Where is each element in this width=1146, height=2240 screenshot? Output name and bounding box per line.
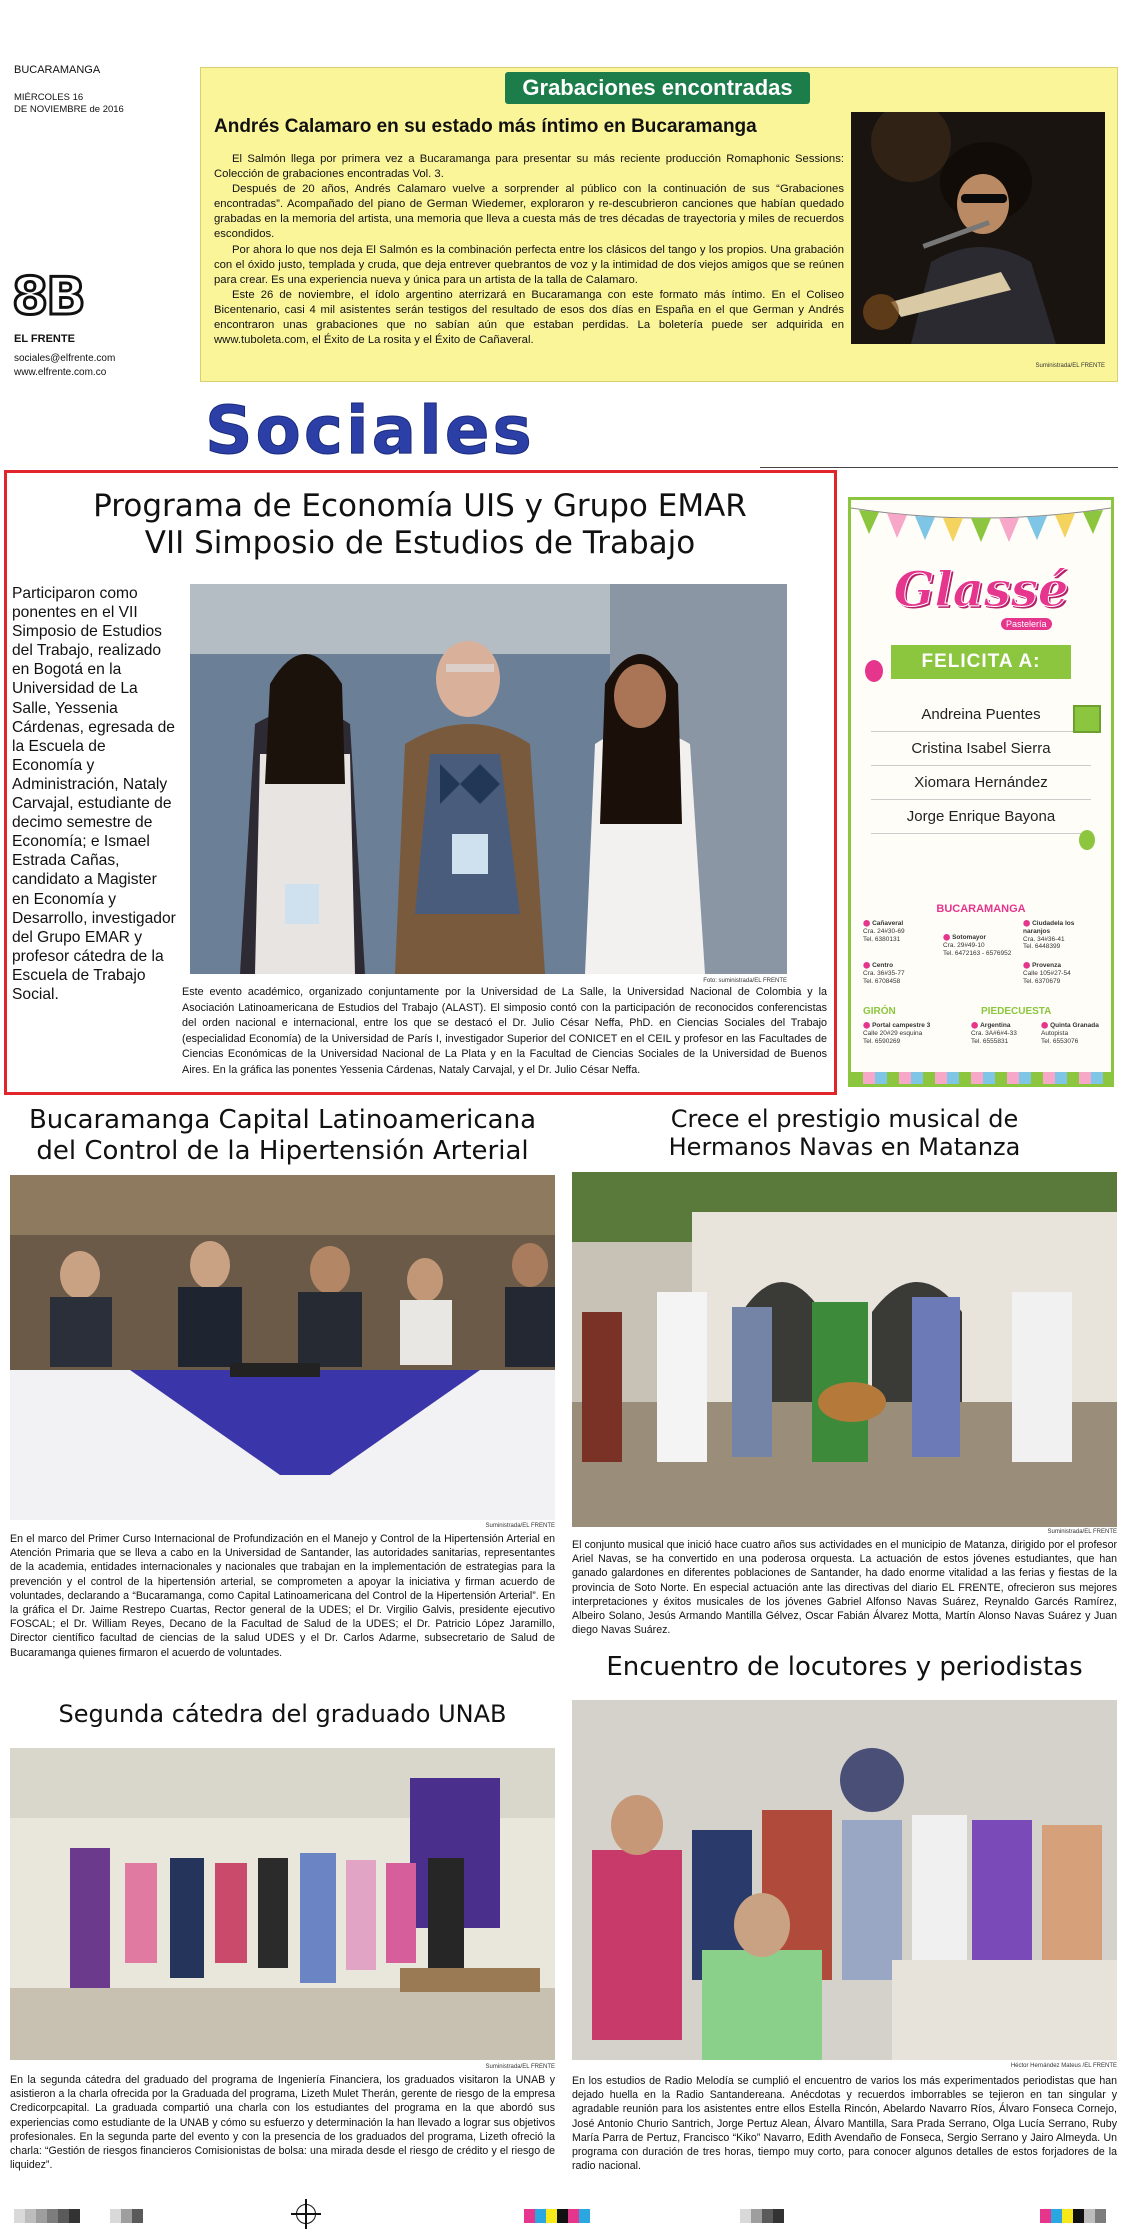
felicita-name: Andreina Puentes — [871, 698, 1091, 732]
hipertension-photo — [10, 1175, 555, 1520]
hipertension-credit: Suministrada/EL FRENTE — [485, 1523, 555, 1529]
color-bar-right — [1040, 2209, 1106, 2223]
color-bar-mid-right — [740, 2209, 784, 2223]
registration-crosshair-line — [305, 2199, 307, 2229]
ad-location: ⬤ Ciudadela los naranjos Cra. 34#36-41 Tel. 6448399 — [1023, 920, 1075, 951]
navas-headline-line2: Hermanos Navas en Matanza — [668, 1133, 1021, 1162]
glasse-logo: Glassé — [893, 562, 1069, 618]
unab-photo — [10, 1748, 555, 2060]
navas-caption: El conjunto musical que inició hace cuatro años sus actividades en el municipio de Matanza, dirigido por el profesor Ariel Navas, se ha convertido en una poderosa orquesta. La actuación de estos jóvenes estudiantes, que han ganado galardones en diferentes poblaciones de Santander, ha dado enorme vitalidad a las ferias y fiestas de la provincia de Soto Norte. En especial actuación ante las directivas del diario EL FRENTE, ofrecieron sus mejores interpretaciones y éxitos musicales de los jóvenes Gabriel Alfonso Navas Suárez, Reynaldo Garcés Ramírez, Albeiro Solano, Jesús Armando Mantilla Gélvez, Oscar Fabián Álvarez Motta, Martín Alonso Navas Suárez y Juan diego Navas Suárez. — [572, 1539, 1117, 1637]
locutores-credit: Héctor Hernández Mateus /EL FRENTE — [1010, 2063, 1117, 2069]
calamaro-photo — [851, 112, 1105, 344]
date-line-2: DE NOVIEMBRE de 2016 — [14, 104, 124, 115]
top-story-paragraph: El Salmón llega por primera vez a Bucaramanga para presentar su más reciente producción Romaphonic Sessions: Colección de grabaciones encontradas Vol. 3. — [214, 153, 844, 181]
ad-location: ⬤ Centro Cra. 36#35-77 Tel. 6708458 — [863, 962, 905, 985]
top-story-paragraph: Después de 20 años, Andrés Calamaro vuelve a sorprender al público con la continuación de sus “Grabaciones encontradas”. Acompañado del piano de German Wiedemer, exploraron y re-descubrieron canciones que habían quedado grabadas en la memoria del artista, una memoria que lleva a cuesta más de tres décadas de trayectoria y miles de recuerdos escondidos. — [214, 183, 844, 241]
ad-piedecuesta-location: ⬤ Argentina Cra. 3A#6#4-33 Tel. 6555831 — [971, 1022, 1017, 1045]
glasse-subtitle: Pastelería — [1001, 618, 1052, 630]
economia-headline — [20, 488, 820, 561]
balloon-icon — [1079, 830, 1095, 850]
economia-headline-line2: VII Simposio de Estudios de Trabajo — [144, 524, 696, 561]
glasse-ad — [848, 497, 1114, 1087]
location-pin-icon: ⬤ — [863, 962, 873, 969]
economia-headline-line1: Programa de Economía UIS y Grupo EMAR — [93, 488, 747, 524]
ad-footer-stripe — [851, 1072, 1111, 1084]
locutores-headline: Encuentro de locutores y periodistas — [606, 1652, 1083, 1682]
color-bar-left — [14, 2209, 80, 2223]
ad-piedecuesta-location: ⬤ Quinta Granada Autopista Tel. 6553076 — [1041, 1022, 1099, 1045]
felicita-names — [871, 698, 1091, 834]
locutores-caption: En los estudios de Radio Melodía se cumplió el encuentro de varios los más experimentados periodistas que han dejado huella en la Radio Santandereana. Anécdotas y recuerdos imborrables se tejieron en tan singular y agradable reunión para los asistentes entre ellos Estella Rincón, Abelardo Navarro Ríos, Álvaro Fonseca Cornejo, José Antonio Churio Santrich, Jorge Pertuz Alean, Álvaro Mantilla, Sara Prada Serrano, Olga Lucía Serrano, Ruby María Parra de Pertuz, Francisco “Kiko” Navarro, Edith Avendaño de Fonseca, Sergio Serrano y Jairo Almeyda. Un programa con duración de tres horas, tiempo muy corto, para conocer algunos detalles de estos forjadores de la radio nacional. — [572, 2075, 1117, 2173]
location-pin-icon: ⬤ — [1023, 962, 1033, 969]
top-story-headline: Andrés Calamaro en su estado más íntimo en Bucaramanga — [214, 116, 757, 137]
ad-giron-heading: GIRÓN — [863, 1006, 896, 1017]
navas-photo — [572, 1172, 1117, 1527]
ad-location: ⬤ Cañaveral Cra. 24#30-69 Tel. 6380131 — [863, 920, 905, 943]
top-story-body — [214, 152, 844, 348]
economia-sidebar-text: Participaron como ponentes en el VII Simposio de Estudios del Trabajo, realizado en Bogotá en la Universidad de La Salle, Yessenia Cárdenas, egresada de la Escuela de Economía y Administración, Nataly Carvajal, estudiante de decimo semestre de Economía; e Ismael Estrada Cañas, candidato a Magister en Economía y Desarrollo, investigador del Grupo EMAR y profesor cátedra de la Escuela de Trabajo Social. — [12, 585, 176, 1003]
navas-headline — [572, 1105, 1117, 1162]
page-number: 8B — [12, 267, 84, 327]
section-title: Sociales — [205, 392, 535, 469]
location-pin-icon: ⬤ — [943, 934, 953, 941]
economia-photo — [190, 584, 787, 974]
top-story-kicker: Grabaciones encontradas — [505, 72, 810, 104]
location-pin-icon: ⬤ — [863, 1022, 873, 1029]
felicita-name: Jorge Enrique Bayona — [871, 800, 1091, 834]
date-line-1: MIÉRCOLES 16 — [14, 92, 84, 103]
ad-giron-location: ⬤ Portal campestre 3 Calle 20#29 esquina Tel. 6590269 — [863, 1022, 931, 1045]
balloon-icon — [865, 660, 883, 682]
ad-piedecuesta-heading: PIEDECUESTA — [981, 1006, 1052, 1017]
bunting-decoration — [851, 500, 1111, 560]
paper-name: EL FRENTE — [14, 333, 75, 345]
economia-caption: Este evento académico, organizado conjuntamente por la Universidad de La Salle, la Universidad Nacional de Colombia y la Asociación Latinoamericana de Estudios del Trabajo (ALAST). El simposio contó con la participación de reconocidos conferencistas del orden nacional e internacional, entre los que se destacó el Dr. Julio César Neffa, PhD. en Ciencias Sociales del Trabajo (especialidad Economía) de la Universidad de París I, investigador Superior del CONICET en el CEIL y profesor en las Facultades de Ciencias Económicas de la Universidad Nacional de La Plata y en la Facultad de Ciencias Sociales de la Universidad de Buenos Aires. En la gráfica las ponentes Yessenia Cárdenas, Nataly Carvajal, y el Dr. Julio César Neffa. — [182, 986, 827, 1076]
felicita-banner: FELICITA A: — [891, 645, 1071, 679]
unab-headline: Segunda cátedra del graduado UNAB — [58, 1700, 507, 1728]
economia-credit: Foto: suministrada/EL FRENTE — [703, 978, 787, 984]
masthead-city: BUCARAMANGA — [14, 64, 101, 76]
navas-headline-line1: Crece el prestigio musical de — [670, 1105, 1019, 1133]
masthead-date — [14, 92, 124, 116]
color-bar-mid-left — [110, 2209, 143, 2223]
masthead-email: sociales@elfrente.com — [14, 353, 116, 364]
unab-caption: En la segunda cátedra del graduado del programa de Ingeniería Financiera, los graduados visitaron la UNAB y asistieron a la charla ofrecida por la Graduada del programa, Lizeth Mulet Therán, gerente de riesgo de la empresa Credicorpcapital. La graduada compartió una charla con los estudiantes del programa en la que abordó sus experiencias como estudiante de la UNAB y cómo su esfuerzo y determinación la han llevado a lograr sus objetivos profesionales. En la segunda parte del evento y con la presencia de los graduados del programa, Lizeth ofreció la charla: “Gestión de riesgos financieros Comisionistas de bolsa: una mirada desde el riesgo de crédito y el riesgo de liquidez”. — [10, 2074, 555, 2172]
hipertension-headline-line1: Bucaramanga Capital Latinoamericana — [28, 1105, 537, 1135]
color-bar-middle — [524, 2209, 590, 2223]
gift-icon — [1073, 705, 1101, 733]
top-story-credit: Suministrada/EL FRENTE — [1035, 363, 1105, 369]
ad-city-heading: BUCARAMANGA — [936, 903, 1026, 915]
top-story-paragraph: Por ahora lo que nos deja El Salmón es la combinación perfecta entre los clásicos del tango y los propios. Una grabación con el óxido justo, templada y cruda, que deja entrever quebrantos de voz y la intimidad de dos viejos amigos que se reúnen para crear. Es una experiencia nueva y única para un artista de la talla de Calamaro. — [214, 243, 844, 286]
unab-credit: Suministrada/EL FRENTE — [485, 2064, 555, 2070]
hipertension-headline — [10, 1105, 555, 1166]
felicita-name: Xiomara Hernández — [871, 766, 1091, 800]
locutores-photo — [572, 1700, 1117, 2060]
felicita-name: Cristina Isabel Sierra — [871, 732, 1091, 766]
masthead-website: www.elfrente.com.co — [14, 367, 107, 378]
top-story-paragraph: Este 26 de noviembre, el ídolo argentino aterrizará en Bucaramanga con este formato más íntimo. En el Coliseo Bicentenario, casi 4 mil asistentes serán testigos del resultado de esos dos días en España en el que German y Andrés encontraron unas grabaciones que no sabían aún que estaban perdidas. La boletería puede ser adquirida en www.tuboleta.com, el Éxito de La rosita y el Éxito de Cañaveral. — [214, 288, 844, 347]
hipertension-caption: En el marco del Primer Curso Internacional de Profundización en el Manejo y Control de la Hipertensión Arterial en Atención Primaria que se lleva a cabo en la Universidad de Santander, las autoridades sanitarias, representantes de la academia, entidades internacionales y nacionales que trabajan en la implementación de estrategias para la prevención y el control de la hipertensión arterial, se comprometen a apoyar la iniciativa y firman acuerdo de voluntades, declarando a “Bucaramanga, como Capital Latinoamericana del Control de la Hipertensión Arterial”. En la gráfica el Dr. Jaime Restrepo Cuartas, Rector general de la UDES; el Dr. Virgilio Galvis, presidente ejecutivo FOSCAL; el Dr. William Reyes, Decano de la Facultad de Salud de la UDES; el Dr. Patricio López Jaramillo, Director científico facultad de ciencias de la salud UDES y el Dr. Carlos Adarme, subsecretario de Salud de Bucaramanga quienes firmaron el acuerdo de voluntades. — [10, 1533, 555, 1659]
location-pin-icon: ⬤ — [971, 1022, 981, 1029]
location-pin-icon: ⬤ — [863, 920, 873, 927]
ad-location: ⬤ Sotomayor Cra. 29#49-10 Tel. 6472163 - 6576952 — [943, 934, 1012, 957]
hipertension-headline-line2: del Control de la Hipertensión Arterial — [36, 1135, 529, 1166]
ad-location: ⬤ Provenza Calle 105#27-54 Tel. 6370679 — [1023, 962, 1071, 985]
navas-credit: Suministrada/EL FRENTE — [1047, 1529, 1117, 1535]
section-rule — [760, 467, 1118, 468]
location-pin-icon: ⬤ — [1041, 1022, 1051, 1029]
location-pin-icon: ⬤ — [1023, 920, 1033, 927]
